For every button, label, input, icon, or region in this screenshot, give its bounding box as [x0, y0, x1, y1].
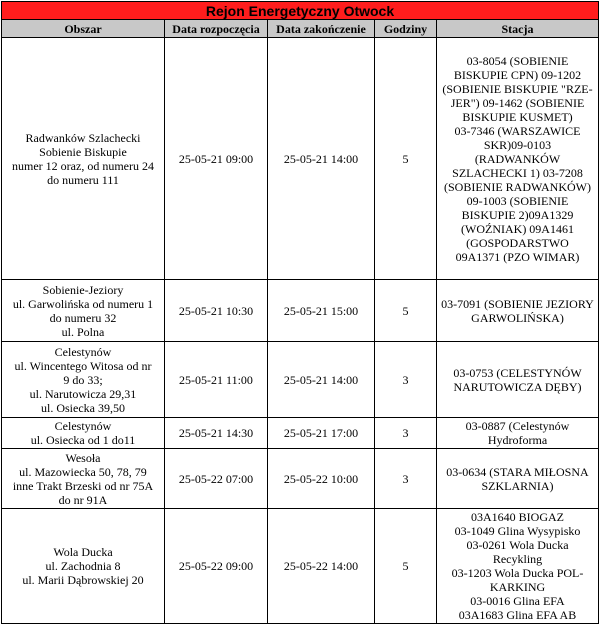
station-cell-line: Recykling	[492, 552, 543, 566]
hours-cell: 3	[375, 449, 437, 509]
station-cell-line: 03-1203 Wola Ducka POL-	[451, 566, 584, 580]
area-cell-line: ul. Osiecka 39,50	[41, 400, 125, 415]
column-header-hours: Godziny	[375, 20, 437, 38]
area-cell-line: Wola Ducka	[53, 545, 113, 559]
start-date-cell: 25-05-21 14:30	[165, 418, 268, 449]
area-cell-line: inne Trakt Brzeski od nr 75A	[12, 478, 154, 493]
column-header-area: Obszar	[2, 20, 165, 38]
area-cell-line: ul. Marii Dąbrowskiej 20	[22, 573, 144, 587]
start-date-cell: 25-05-21 09:00	[165, 38, 268, 280]
area-cell	[2, 280, 165, 342]
station-cell-line: 09A1371 (PZO WIMAR)	[455, 249, 580, 264]
end-date-cell: 25-05-21 17:00	[268, 418, 375, 449]
station-cell-line: (GOSPODARSTWO	[466, 235, 569, 250]
table-row	[2, 509, 599, 624]
area-cell-line: ul. Mazowiecka 50, 78, 79	[19, 464, 147, 479]
end-date-cell: 25-05-22 14:00	[268, 509, 375, 624]
start-date-cell: 25-05-21 11:00	[165, 342, 268, 418]
station-cell-line: SZKLARNIA)	[481, 478, 554, 493]
column-header-station: Stacja	[437, 20, 599, 38]
area-cell-line: Sobienie Biskupie	[39, 144, 127, 159]
station-cell-line: KARKING	[489, 580, 546, 594]
hours-cell: 3	[375, 342, 437, 418]
station-cell	[437, 38, 599, 280]
end-date-cell: 25-05-22 10:00	[268, 449, 375, 509]
column-header-start: Data rozpoczęcia	[165, 20, 268, 38]
station-cell-line: 03-8054 (SOBIENIE	[466, 53, 569, 68]
area-cell	[2, 342, 165, 418]
column-header-end: Data zakończenie	[268, 20, 375, 38]
hours-cell: 5	[375, 280, 437, 342]
area-cell-line: ul. Wincentego Witosa od nr	[14, 358, 152, 373]
area-cell-line: ul. Narutowicza 29,31	[29, 386, 137, 401]
station-cell	[437, 280, 599, 342]
station-cell-line: SZLACHECKI 1) 03-7208	[452, 165, 583, 180]
hours-cell: 5	[375, 38, 437, 280]
station-cell-line: (SOBIENIE RADWANKÓW)	[444, 179, 591, 194]
station-cell-line: (WOŹNIAK) 09A1461	[461, 221, 574, 236]
area-cell	[2, 418, 165, 449]
area-cell-line: ul. Osiecka od 1 do11	[30, 433, 136, 447]
station-cell-line: (SOBIENIE BISKUPIE "RZE-	[442, 81, 593, 96]
hours-cell: 5	[375, 509, 437, 624]
area-cell-line: ul. Zachodnia 8	[45, 559, 121, 573]
station-cell-line: SKR)09-0103	[483, 137, 552, 152]
station-cell-line: 03-0261 Wola Ducka	[466, 538, 569, 552]
table-body	[2, 38, 599, 624]
station-cell-line: NARUTOWICZA DĘBY)	[453, 379, 582, 394]
station-cell-line: 03A1683 Glina EFA AB	[458, 608, 577, 622]
station-cell-line: (RADWANKÓW	[474, 151, 561, 166]
station-cell-line: 03-0016 Glina EFA	[470, 594, 565, 608]
table-row	[2, 418, 599, 449]
station-cell-line: BISKUPIE KUSMET)	[462, 109, 573, 124]
station-cell-line: 03-7091 (SOBIENIE JEZIORY	[441, 296, 594, 311]
table-row	[2, 342, 599, 418]
station-cell-line: 09-1003 (SOBIENIE	[466, 193, 569, 208]
station-cell	[437, 509, 599, 624]
area-cell-line: do numeru 32	[49, 310, 117, 325]
station-cell-line: 03-0753 (CELESTYNÓW	[453, 365, 582, 380]
outage-table	[1, 1, 599, 624]
area-cell-line: ul. Polna	[61, 324, 105, 339]
start-date-cell: 25-05-21 10:30	[165, 280, 268, 342]
start-date-cell: 25-05-22 07:00	[165, 449, 268, 509]
area-cell	[2, 38, 165, 280]
area-cell-line: Sobienie-Jeziory	[42, 282, 124, 297]
area-cell	[2, 509, 165, 624]
station-cell-line: BISKUPIE CPN) 09-1202	[453, 67, 582, 82]
area-cell-line: Celestynów	[54, 419, 112, 433]
station-cell-line: 03-7346 (WARSZAWICE	[454, 123, 581, 138]
station-cell-line: 03-1049 Glina Wysypisko	[454, 524, 581, 538]
station-cell	[437, 418, 599, 449]
table-title: Rejon Energetyczny Otwock	[2, 2, 599, 20]
area-cell-line: Wesoła	[65, 450, 101, 465]
start-date-cell: 25-05-22 09:00	[165, 509, 268, 624]
end-date-cell: 25-05-21 14:00	[268, 342, 375, 418]
station-cell	[437, 449, 599, 509]
area-cell-line: numer 12 oraz, od numeru 24	[12, 158, 154, 173]
station-cell-line: Hydroforma	[487, 433, 548, 447]
station-cell-line: BISKUPIE 2)09A1329	[461, 207, 574, 222]
end-date-cell: 25-05-21 15:00	[268, 280, 375, 342]
area-cell-line: Celestynów	[54, 344, 112, 359]
station-cell-line: JER") 09-1462 (SOBIENIE	[450, 95, 585, 110]
area-cell	[2, 449, 165, 509]
station-cell-line: 03-0887 (Celestynów	[465, 419, 570, 433]
hours-cell: 3	[375, 418, 437, 449]
station-cell-line: 03-0634 (STARA MIŁOSNA	[446, 464, 589, 479]
end-date-cell: 25-05-21 14:00	[268, 38, 375, 280]
station-cell	[437, 342, 599, 418]
area-cell-line: do numeru 111	[47, 172, 119, 187]
area-cell-line: do nr 91A	[58, 492, 108, 507]
area-cell-line: ul. Garwolińska od numeru 1	[12, 296, 154, 311]
station-cell-line: GARWOLIŃSKA)	[471, 310, 564, 325]
area-cell-line: Radwanków Szlachecki	[25, 130, 141, 145]
table-row	[2, 280, 599, 342]
table-row	[2, 38, 599, 280]
area-cell-line: 9 do 33;	[63, 372, 103, 387]
station-cell-line: 03A1640 BIOGAZ	[471, 510, 564, 524]
table-row	[2, 449, 599, 509]
